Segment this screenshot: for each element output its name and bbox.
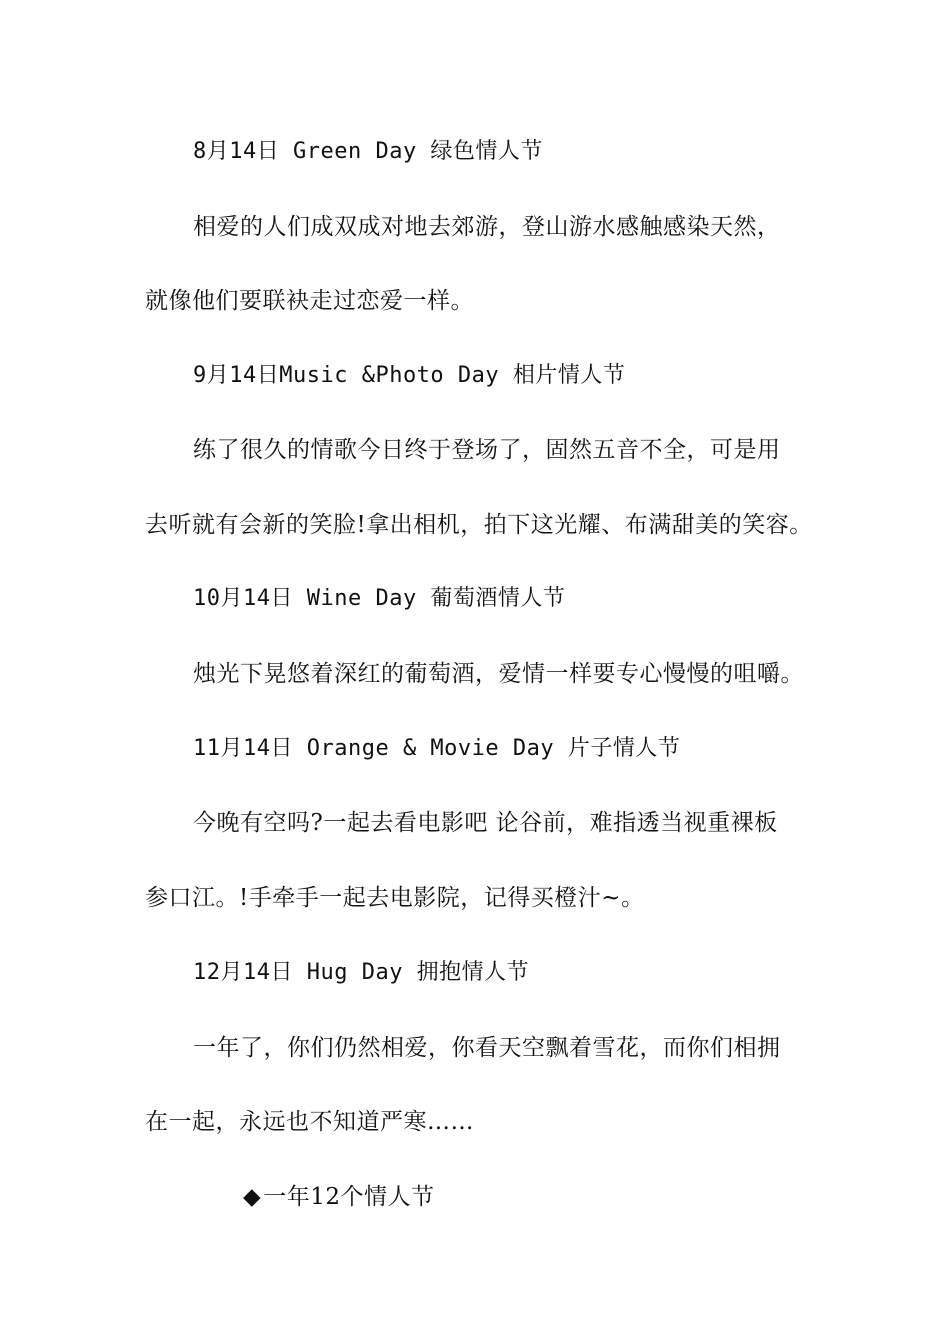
section-body-september-line-1: 练了很久的情歌今日终于登场了，固然五音不全，可是用 [193,437,781,463]
section-body-september-line-2: 去听就有会新的笑脸!拿出相机，拍下这光耀、布满甜美的笑容。 [145,512,813,538]
section-heading-september: 9月14日Music &Photo Day 相片情人节 [193,363,626,388]
section-heading-november: 11月14日 Orange & Movie Day 片子情人节 [193,736,681,761]
section-body-december-line-1: 一年了，你们仍然相爱，你看天空飘着雪花，而你们相拥 [193,1035,781,1061]
section-body-august-line-1: 相爱的人们成双成对地去郊游，登山游水感触感染天然， [193,214,781,240]
bullet-item-text: 一年12个情人节 [263,1184,435,1210]
section-body-november-line-1: 今晚有空吗?一起去看电影吧 论谷前，难指透当视重裸板 [193,810,778,836]
section-body-august-line-2: 就像他们要联袂走过恋爱一样。 [145,288,474,314]
section-body-december-line-2: 在一起，永远也不知道严寒…… [145,1109,474,1135]
section-heading-october: 10月14日 Wine Day 葡萄酒情人节 [193,586,566,611]
section-body-october-line-1: 烛光下晃悠着深红的葡萄酒，爱情一样要专心慢慢的咀嚼。 [193,661,804,687]
diamond-bullet-icon: ◆ [243,1184,262,1210]
section-heading-december: 12月14日 Hug Day 拥抱情人节 [193,960,530,985]
bullet-item [243,1182,434,1212]
section-body-november-line-2: 参口江。!手牵手一起去电影院，记得买橙汁~。 [145,885,645,911]
section-heading-august: 8月14日 Green Day 绿色情人节 [193,139,543,164]
